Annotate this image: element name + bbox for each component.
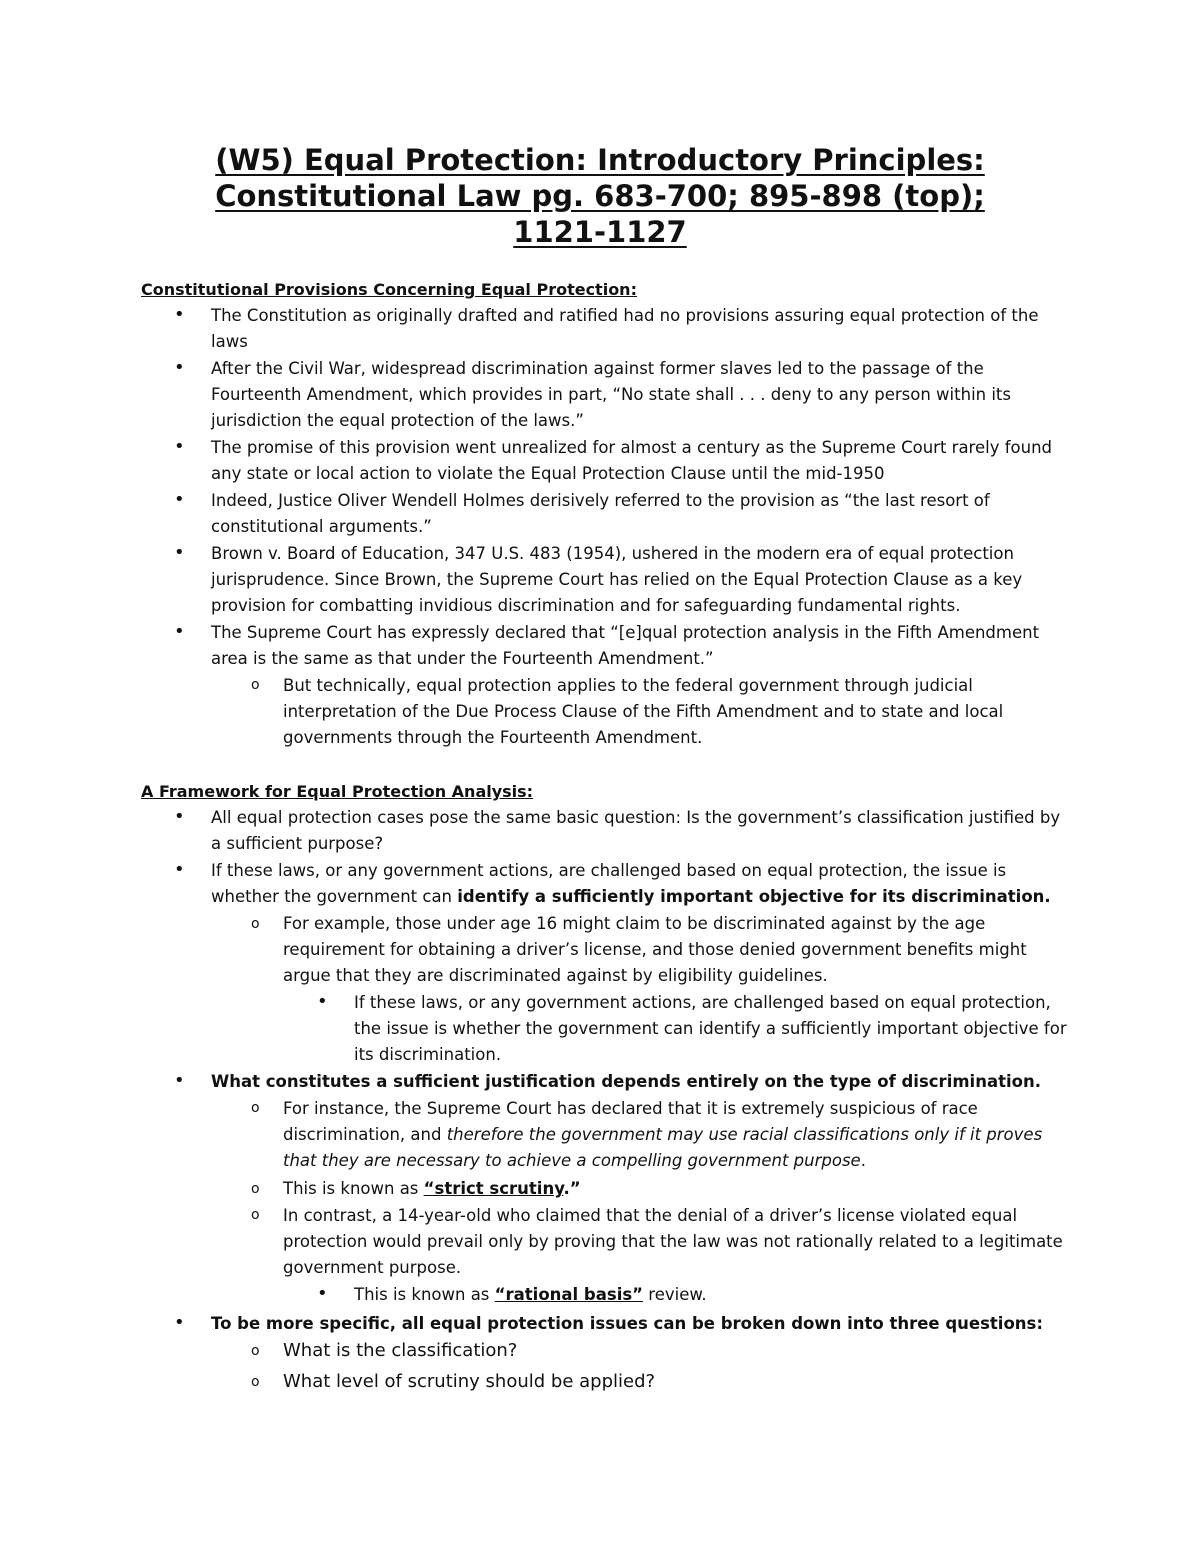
term-rational-basis: “rational basis” (494, 1285, 644, 1304)
bullet-marker: • (174, 489, 185, 510)
section-heading-provisions: Constitutional Provisions Concerning Equal Protection: (141, 280, 637, 299)
list-item: All equal protection cases pose the same basic question: Is the government’s classification justified by a sufficient purpose? (211, 808, 1061, 853)
bullet-marker: • (174, 542, 185, 563)
list-item (354, 1282, 1074, 1308)
bullet-marker: • (174, 1312, 185, 1333)
title-line-3: 1121-1127 (513, 215, 687, 249)
list-item-text: If these laws, or any government actions, are challenged based on equal protection, the issue is whether the government can (211, 861, 1007, 906)
list-item (283, 1176, 1073, 1202)
bullet-marker: • (174, 859, 185, 880)
list-item (283, 1096, 1073, 1174)
bullet-marker: • (174, 436, 185, 457)
list-item: To be more specific, all equal protection issues can be broken down into three questions: (211, 1314, 1043, 1333)
list-item: In contrast, a 14-year-old who claimed that the denial of a driver’s license violated equal protection would prevail only by proving that the law was not rationally related to a legitimate government purpose. (283, 1206, 1063, 1277)
emphasis-text: identify a sufficiently important objective for its discrimination. (457, 887, 1051, 906)
list-item-text: .” (563, 1179, 581, 1198)
list-item-text: This is known as (354, 1285, 495, 1304)
list-item: If these laws, or any government actions, are challenged based on equal protection, the issue is whether the government can identify a sufficiently important objective for its discrimination. (354, 993, 1067, 1064)
list-item: After the Civil War, widespread discrimination against former slaves led to the passage of the Fourteenth Amendment, which provides in part, “No state shall . . . deny to any person within its jurisdiction the equal protection of the laws.” (211, 359, 1012, 430)
bullet-marker: • (174, 357, 185, 378)
list-item-text: For instance, the Supreme Court has declared that it is extremely suspicious of race discrimination, and (283, 1099, 978, 1144)
list-item: The Constitution as originally drafted and ratified had no provisions assuring equal protection of the laws (211, 306, 1039, 351)
circle-marker: o (251, 677, 260, 693)
circle-marker: o (251, 916, 260, 932)
list-item: Brown v. Board of Education, 347 U.S. 483 (1954), ushered in the modern era of equal protection jurisprudence. Since Brown, the Supreme Court has relied on the Equal Protection Clause as a key provision for combatting invidious discrimination and for safeguarding fundamental rights. (211, 544, 1023, 615)
circle-marker: o (251, 1207, 260, 1223)
bullet-marker: • (174, 806, 185, 827)
bullet-marker: • (317, 1283, 328, 1304)
list-item: Indeed, Justice Oliver Wendell Holmes derisively referred to the provision as “the last resort of constitutional arguments.” (211, 491, 990, 536)
section-heading-framework: A Framework for Equal Protection Analysis: (141, 782, 534, 801)
bullet-marker: • (174, 621, 185, 642)
list-item: The promise of this provision went unrealized for almost a century as the Supreme Court rarely found any state or local action to violate the Equal Protection Clause until the mid-1950 (211, 438, 1053, 483)
list-item (211, 858, 1071, 910)
circle-marker: o (251, 1374, 260, 1390)
circle-marker: o (251, 1181, 260, 1197)
italic-text: therefore the government may use racial classifications only if it proves that they are necessary to achieve a compelling government purpose (283, 1125, 1043, 1170)
list-item-text: review. (643, 1285, 707, 1304)
list-item: For example, those under age 16 might claim to be discriminated against by the age requirement for obtaining a driver’s license, and those denied government benefits might argue that they are discriminated against by eligibility guidelines. (283, 914, 1027, 985)
list-item: The Supreme Court has expressly declared that “[e]qual protection analysis in the Fifth Amendment area is the same as that under the Fourteenth Amendment.” (211, 623, 1040, 668)
term-strict-scrutiny: “strict scrutiny (423, 1179, 564, 1198)
title-line-1: (W5) Equal Protection: Introductory Principles: (215, 143, 985, 177)
list-item-text: This is known as (283, 1179, 424, 1198)
bullet-marker: • (174, 304, 185, 325)
circle-marker: o (251, 1343, 260, 1359)
list-item: What level of scrutiny should be applied? (283, 1371, 656, 1392)
circle-marker: o (251, 1100, 260, 1116)
list-item: But technically, equal protection applies to the federal government through judicial interpretation of the Due Process Clause of the Fifth Amendment and to state and local governments through the Fourteenth Amendment. (283, 676, 1004, 747)
bullet-marker: • (174, 1070, 185, 1091)
document-title (140, 142, 1060, 250)
list-item: What is the classification? (283, 1340, 518, 1361)
list-item-text: . (860, 1151, 866, 1170)
bullet-marker: • (317, 991, 328, 1012)
title-line-2: Constitutional Law pg. 683-700; 895-898 (top); (215, 179, 985, 213)
list-item: What constitutes a sufficient justification depends entirely on the type of discrimination. (211, 1072, 1041, 1091)
